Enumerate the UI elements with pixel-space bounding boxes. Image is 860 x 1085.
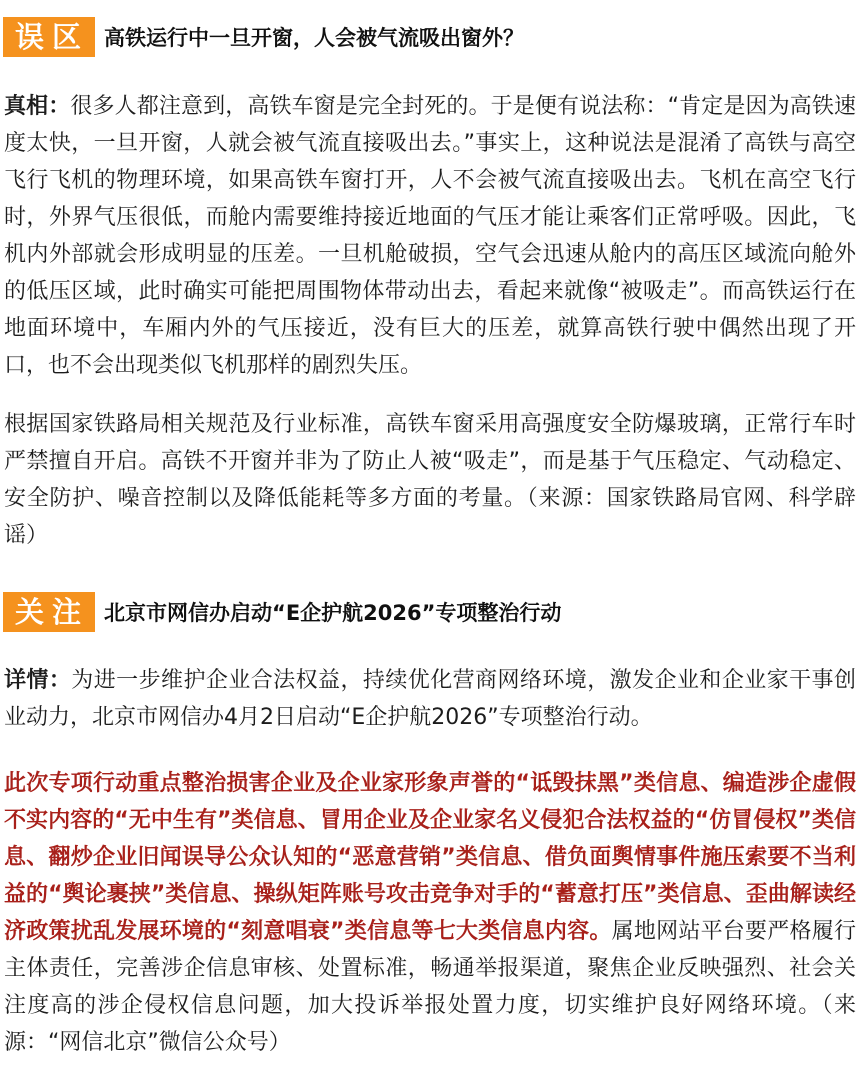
regulation-text: 根据国家铁路局相关规范及行业标准，高铁车窗采用高强度安全防爆玻璃，正常行车时严禁擅自开启。高铁不开窗并非为了防止人被“吸走”，而是基于气压稳定、气动稳定、安全防护、噪音控制以及降低能耗等多方面的考量。（来源：国家铁路局官网、科学辟谣） [4, 412, 856, 548]
section-title-myth: 高铁运行中一旦开窗，人会被气流吸出窗外？ [104, 26, 525, 50]
section-header-myth [0, 17, 860, 57]
details-label: 详情： [4, 668, 72, 693]
details-text: 为进一步维护企业合法权益，持续优化营商网络环境，激发企业和企业家干事创业动力，北京市网信办4月2日启动“E企护航2026”专项整治行动。 [4, 668, 856, 730]
details-paragraph [4, 662, 856, 736]
campaign-text: 属地网站平台要严格履行主体责任，完善涉企信息审核、处置标准，畅通举报渠道，聚焦企业反映强烈、社会关注度高的涉企侵权信息问题，加大投诉举报处置力度，切实维护良好网络环境。（来源：“网信北京”微信公众号） [4, 919, 856, 1055]
section-title-focus: 北京市网信办启动“E企护航2026”专项整治行动 [104, 601, 562, 625]
section-header-focus [0, 592, 860, 632]
truth-text: 很多人都注意到，高铁车窗是完全封死的。于是便有说法称：“肯定是因为高铁速度太快，一旦开窗，人就会被气流直接吸出去。”事实上，这种说法是混淆了高铁与高空飞行飞机的物理环境，如果高铁车窗打开，人不会被气流直接吸出去。飞机在高空飞行时，外界气压很低，而舱内需要维持接近地面的气压才能让乘客们正常呼吸。因此，飞机内外部就会形成明显的压差。一旦机舱破损，空气会迅速从舱内的高压区域流向舱外的低压区域，此时确实可能把周围物体带动出去，看起来就像“被吸走”。而高铁运行在地面环境中，车厢内外的气压接近，没有巨大的压差，就算高铁行驶中偶然出现了开口，也不会出现类似飞机那样的剧烈失压。 [4, 94, 856, 378]
campaign-paragraph [4, 765, 856, 1061]
campaign-highlight: 此次专项行动重点整治损害企业及企业家形象声誉的“诋毁抹黑”类信息、编造涉企虚假不实内容的“无中生有”类信息、冒用企业及企业家名义侵犯合法权益的“仿冒侵权”类信息、翻炒企业旧闻误导公众认知的“恶意营销”类信息、借负面舆情事件施压索要不当利益的“舆论裹挟”类信息、操纵矩阵账号攻击竞争对手的“蓄意打压”类信息、歪曲解读经济政策扰乱发展环境的“刻意唱衰”类信息等七大类信息内容。 [4, 771, 856, 944]
section-tag-myth: 误区 [3, 17, 95, 57]
truth-label: 真相： [4, 94, 71, 119]
section-tag-focus: 关注 [3, 592, 95, 632]
truth-paragraph [4, 88, 856, 384]
regulation-paragraph [4, 406, 856, 554]
